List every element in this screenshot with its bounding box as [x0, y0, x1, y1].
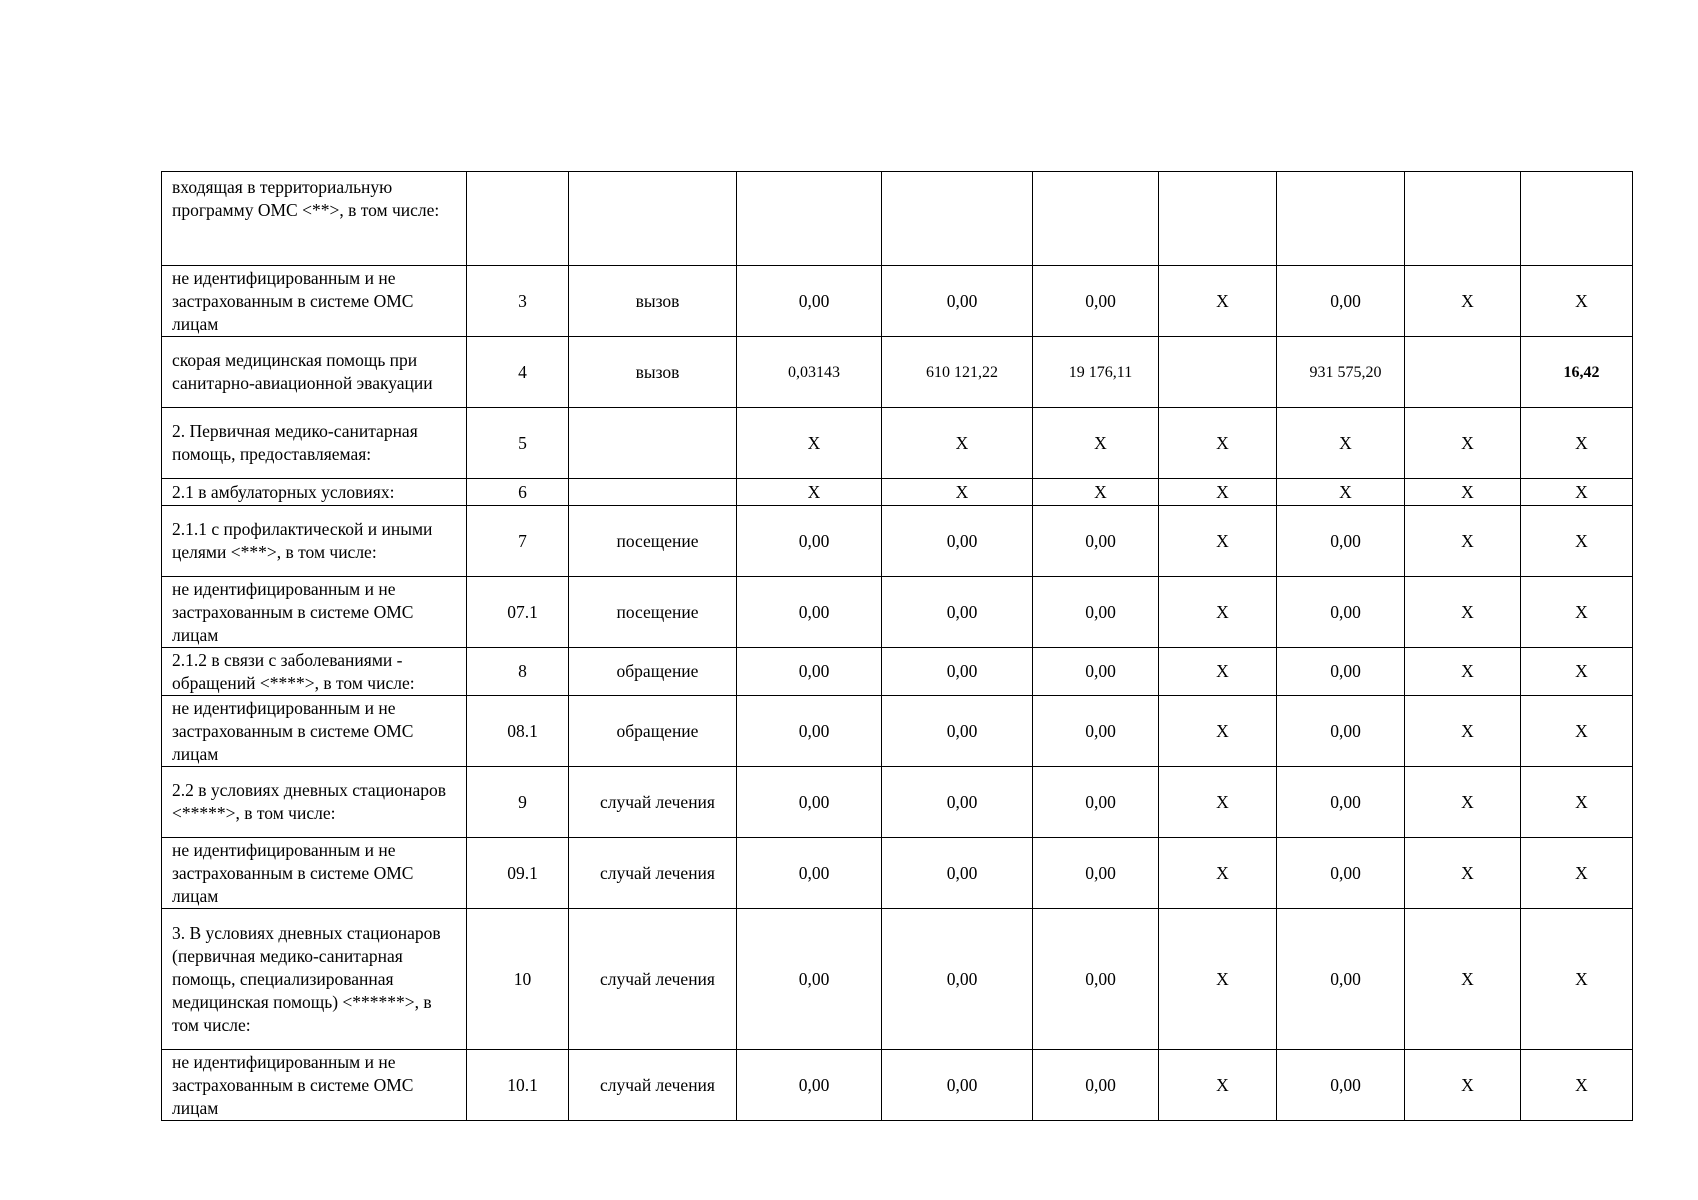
table-row	[162, 172, 1633, 266]
unit-cell	[569, 172, 737, 266]
value-cell: 0,03143	[737, 337, 882, 408]
value-cell: 0,00	[737, 266, 882, 337]
value-cell: X	[1405, 479, 1521, 506]
row-name-cell: скорая медицинская помощь при санитарно-авиационной эвакуации	[162, 337, 467, 408]
value-cell: 0,00	[1033, 767, 1159, 838]
value-cell: X	[1521, 696, 1633, 767]
value-cell: X	[1521, 506, 1633, 577]
row-name-cell: не идентифицированным и не застрахованным в системе ОМС лицам	[162, 577, 467, 648]
value-cell: 0,00	[737, 1050, 882, 1121]
data-table	[161, 171, 1633, 1121]
value-cell	[1277, 172, 1405, 266]
value-cell	[737, 172, 882, 266]
table-row	[162, 337, 1633, 408]
value-cell: X	[1159, 408, 1277, 479]
unit-cell: случай лечения	[569, 1050, 737, 1121]
row-name-cell: 2.1.2 в связи с заболеваниями - обращений <****>, в том числе:	[162, 648, 467, 696]
row-number-cell: 7	[467, 506, 569, 577]
value-cell: X	[1521, 408, 1633, 479]
value-cell: 0,00	[882, 648, 1033, 696]
row-number-cell: 6	[467, 479, 569, 506]
value-cell	[1521, 172, 1633, 266]
row-name-cell: не идентифицированным и не застрахованным в системе ОМС лицам	[162, 266, 467, 337]
value-cell: X	[1159, 506, 1277, 577]
value-cell: 0,00	[1033, 696, 1159, 767]
value-cell: X	[1521, 909, 1633, 1050]
value-cell: X	[1521, 266, 1633, 337]
value-cell: 0,00	[882, 266, 1033, 337]
value-cell: X	[1405, 506, 1521, 577]
value-cell: 0,00	[1277, 577, 1405, 648]
value-cell	[1159, 172, 1277, 266]
table-row	[162, 479, 1633, 506]
value-cell: X	[882, 479, 1033, 506]
unit-cell: вызов	[569, 337, 737, 408]
value-cell: X	[1159, 838, 1277, 909]
value-cell	[1033, 172, 1159, 266]
value-cell: X	[737, 408, 882, 479]
unit-cell: вызов	[569, 266, 737, 337]
table-row	[162, 696, 1633, 767]
value-cell: X	[1405, 577, 1521, 648]
row-number-cell: 4	[467, 337, 569, 408]
unit-cell	[569, 408, 737, 479]
value-cell	[1159, 337, 1277, 408]
value-cell	[1405, 172, 1521, 266]
unit-cell: случай лечения	[569, 909, 737, 1050]
row-number-cell: 9	[467, 767, 569, 838]
value-cell: X	[1405, 696, 1521, 767]
row-number-cell: 10	[467, 909, 569, 1050]
unit-cell: посещение	[569, 577, 737, 648]
table-row	[162, 909, 1633, 1050]
value-cell: 0,00	[1277, 909, 1405, 1050]
table-row	[162, 648, 1633, 696]
value-cell: 0,00	[737, 648, 882, 696]
table-row	[162, 838, 1633, 909]
value-cell: X	[1521, 767, 1633, 838]
value-cell: 0,00	[1277, 506, 1405, 577]
value-cell: 0,00	[882, 506, 1033, 577]
value-cell: X	[1033, 479, 1159, 506]
unit-cell: обращение	[569, 696, 737, 767]
value-cell: X	[1405, 1050, 1521, 1121]
row-name-cell: не идентифицированным и не застрахованным в системе ОМС лицам	[162, 696, 467, 767]
row-name-cell: 3. В условиях дневных стационаров (первичная медико-санитарная помощь, специализированная медицинская помощь) <******>, в том числе:	[162, 909, 467, 1050]
row-name-cell: не идентифицированным и не застрахованным в системе ОМС лицам	[162, 838, 467, 909]
table-row	[162, 266, 1633, 337]
value-cell: 0,00	[1277, 696, 1405, 767]
value-cell: 0,00	[1033, 1050, 1159, 1121]
table-row	[162, 506, 1633, 577]
value-cell: X	[1521, 838, 1633, 909]
value-cell: 0,00	[1033, 506, 1159, 577]
value-cell: X	[1159, 648, 1277, 696]
value-cell: 0,00	[882, 696, 1033, 767]
value-cell: X	[1159, 479, 1277, 506]
row-number-cell: 09.1	[467, 838, 569, 909]
value-cell	[1405, 337, 1521, 408]
value-cell: X	[1159, 767, 1277, 838]
value-cell: X	[1405, 648, 1521, 696]
value-cell: 0,00	[1033, 909, 1159, 1050]
value-cell: X	[882, 408, 1033, 479]
value-cell: 0,00	[1033, 838, 1159, 909]
value-cell: 0,00	[1277, 1050, 1405, 1121]
value-cell: X	[1521, 577, 1633, 648]
row-number-cell: 5	[467, 408, 569, 479]
value-cell: 0,00	[737, 838, 882, 909]
unit-cell: случай лечения	[569, 767, 737, 838]
value-cell: 0,00	[1277, 767, 1405, 838]
value-cell: X	[1405, 266, 1521, 337]
row-number-cell: 8	[467, 648, 569, 696]
row-name-cell: 2.1 в амбулаторных условиях:	[162, 479, 467, 506]
row-name-cell: 2. Первичная медико-санитарная помощь, предоставляемая:	[162, 408, 467, 479]
value-cell: 16,42	[1521, 337, 1633, 408]
value-cell: 0,00	[737, 767, 882, 838]
value-cell: 0,00	[882, 1050, 1033, 1121]
value-cell: X	[737, 479, 882, 506]
value-cell: 0,00	[882, 909, 1033, 1050]
value-cell: X	[1405, 909, 1521, 1050]
value-cell: X	[1159, 1050, 1277, 1121]
value-cell: 0,00	[1277, 838, 1405, 909]
value-cell: X	[1521, 648, 1633, 696]
value-cell: 19 176,11	[1033, 337, 1159, 408]
value-cell: X	[1405, 838, 1521, 909]
value-cell: 0,00	[1277, 648, 1405, 696]
value-cell: 0,00	[737, 909, 882, 1050]
value-cell: 610 121,22	[882, 337, 1033, 408]
value-cell: 931 575,20	[1277, 337, 1405, 408]
table-row	[162, 1050, 1633, 1121]
value-cell: 0,00	[882, 767, 1033, 838]
value-cell: 0,00	[1033, 648, 1159, 696]
value-cell: 0,00	[737, 696, 882, 767]
value-cell: 0,00	[882, 577, 1033, 648]
table-row	[162, 767, 1633, 838]
row-name-cell: не идентифицированным и не застрахованным в системе ОМС лицам	[162, 1050, 467, 1121]
value-cell: 0,00	[1033, 266, 1159, 337]
value-cell: 0,00	[737, 577, 882, 648]
value-cell: X	[1521, 1050, 1633, 1121]
value-cell: 0,00	[737, 506, 882, 577]
table-row	[162, 577, 1633, 648]
value-cell: 0,00	[1277, 266, 1405, 337]
row-name-cell: 2.2 в условиях дневных стационаров <*****>, в том числе:	[162, 767, 467, 838]
row-number-cell	[467, 172, 569, 266]
value-cell: 0,00	[882, 838, 1033, 909]
value-cell: X	[1405, 767, 1521, 838]
value-cell: X	[1405, 408, 1521, 479]
row-number-cell: 3	[467, 266, 569, 337]
value-cell: X	[1159, 266, 1277, 337]
value-cell: X	[1521, 479, 1633, 506]
value-cell: 0,00	[1033, 577, 1159, 648]
row-name-cell: 2.1.1 с профилактической и иными целями <***>, в том числе:	[162, 506, 467, 577]
value-cell: X	[1033, 408, 1159, 479]
unit-cell: случай лечения	[569, 838, 737, 909]
row-number-cell: 10.1	[467, 1050, 569, 1121]
unit-cell: обращение	[569, 648, 737, 696]
value-cell: X	[1159, 696, 1277, 767]
row-number-cell: 07.1	[467, 577, 569, 648]
value-cell: X	[1159, 909, 1277, 1050]
value-cell: X	[1277, 479, 1405, 506]
value-cell	[882, 172, 1033, 266]
table-row	[162, 408, 1633, 479]
row-number-cell: 08.1	[467, 696, 569, 767]
value-cell: X	[1159, 577, 1277, 648]
unit-cell: посещение	[569, 506, 737, 577]
row-name-cell: входящая в территориальную программу ОМС <**>, в том числе:	[162, 172, 467, 266]
value-cell: X	[1277, 408, 1405, 479]
unit-cell	[569, 479, 737, 506]
